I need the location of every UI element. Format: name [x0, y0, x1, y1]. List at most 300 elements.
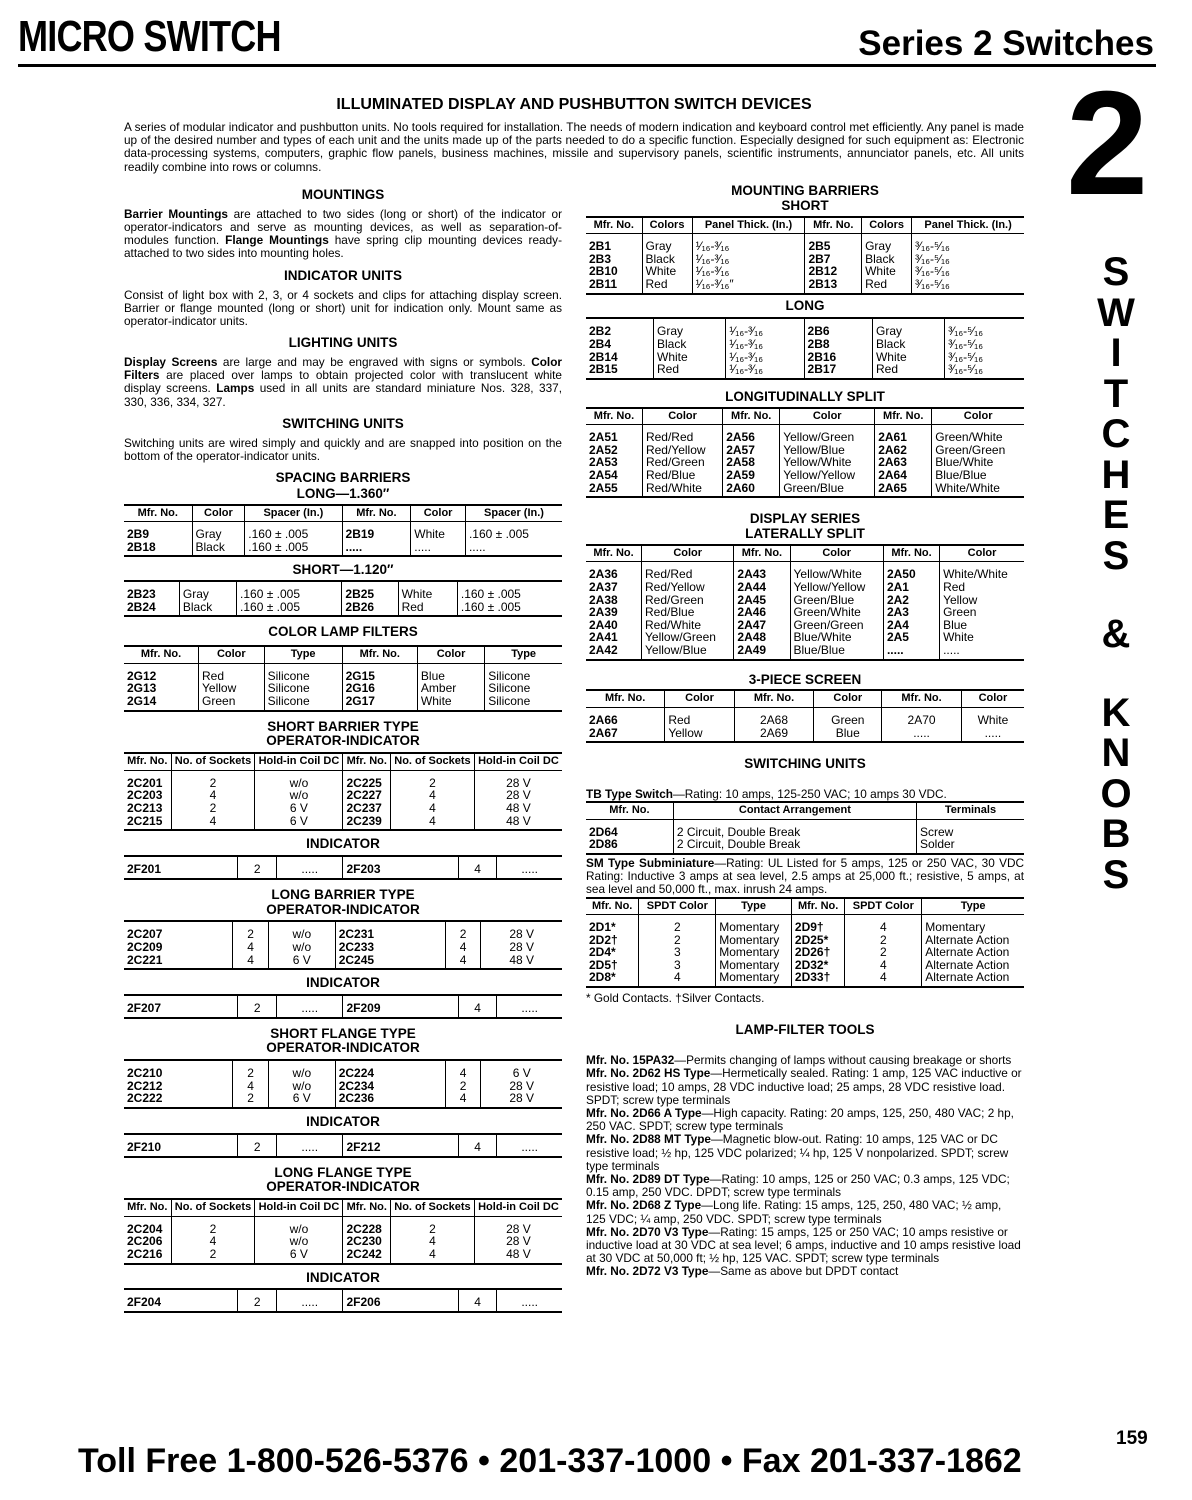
table-row: [586, 707, 1024, 726]
table-cell: Yellow: [943, 592, 978, 607]
table-row: [586, 838, 1024, 854]
table-cell: 48 V: [506, 813, 531, 828]
column-header: Panel Thick. (In.): [912, 217, 1024, 234]
table-cell: 2A51: [586, 425, 642, 444]
section-heading: SPACING BARRIERS: [275, 470, 411, 486]
table-cell: 6 V: [512, 1066, 531, 1081]
table-cell: 2A37: [586, 581, 642, 594]
table-cell: ¹⁄₁₆-³⁄₁₆: [692, 234, 805, 253]
column-header: Mfr. No.: [805, 217, 862, 234]
table-cell: 2A1: [883, 581, 939, 594]
table-row: [586, 363, 1024, 379]
table-cell: Blue: [814, 727, 882, 743]
table-cell: Silicone: [488, 668, 531, 683]
table-cell: 2C215: [124, 815, 171, 831]
table-cell: 2: [639, 915, 716, 934]
table-cell: 4: [458, 1289, 496, 1312]
table-cell: 4: [233, 941, 269, 954]
table-cell: ¹⁄₁₆-³⁄₁₆: [726, 363, 804, 379]
table-cell: 2: [238, 856, 276, 879]
column-header: Spacer (In.): [465, 505, 562, 522]
table-cell: 2: [391, 1216, 475, 1235]
section-letter: S: [1102, 250, 1130, 294]
column-header: Color: [642, 545, 734, 562]
table-cell: 2C234: [335, 1080, 445, 1093]
table-cell: 4: [458, 995, 496, 1018]
column-header: Mfr. No.: [882, 690, 962, 707]
column-header: Hold-in Coil DC: [255, 1199, 343, 1216]
table-row: [586, 318, 1024, 338]
table-cell: White/White: [943, 567, 1008, 582]
subsection-heading: INDICATOR: [306, 1269, 380, 1285]
table-cell: 2A54: [586, 469, 642, 482]
column-header: No. of Sockets: [171, 753, 255, 770]
column-header: Color: [961, 690, 1024, 707]
table-cell: 2: [233, 1060, 269, 1080]
short-flange-table: [124, 1059, 562, 1109]
table-cell: 2: [171, 1248, 255, 1264]
column-header: Terminals: [916, 802, 1024, 819]
table-cell: 2B13: [805, 278, 862, 294]
section-letter: S: [1102, 533, 1130, 578]
table-cell: 2A42: [586, 644, 642, 660]
table-cell: .....: [521, 1295, 538, 1310]
table-cell: 4: [445, 954, 481, 970]
table-cell: 2C230: [343, 1235, 391, 1248]
table-cell: Red/White: [642, 619, 734, 632]
section-heading: LIGHTING UNITS: [288, 335, 398, 351]
column-header: Type: [716, 898, 792, 915]
mountings-paragraph: [124, 208, 562, 261]
table-cell: Red: [862, 278, 912, 294]
section-heading: OPERATOR-INDICATOR: [266, 1179, 420, 1195]
table-cell: 2F209: [343, 995, 458, 1018]
table-cell: 2B12: [805, 265, 862, 278]
table-cell: 2A58: [723, 456, 780, 469]
column-header: Mfr. No.: [734, 545, 790, 562]
column-header: Mfr. No.: [586, 802, 673, 819]
table-cell: 2B8: [804, 338, 872, 351]
series-title: Series 2 Switches: [858, 24, 1154, 63]
tool-name: Mfr. No. 2D68 Z Type: [586, 1198, 702, 1213]
column-header: Mfr. No.: [883, 545, 939, 562]
table-cell: 2G13: [124, 682, 199, 695]
text: have spring clip mounting devices ready-attached to two sides into mounting holes.: [124, 233, 562, 261]
table-cell: Black: [179, 601, 236, 617]
table-cell: Black: [192, 541, 245, 557]
section-heading: LONG FLANGE TYPE: [274, 1164, 412, 1180]
table-cell: Red: [872, 363, 944, 379]
subsection-heading: SHORT: [781, 197, 829, 213]
table-cell: 2B17: [804, 363, 872, 379]
table-row: [124, 941, 562, 954]
column-header: Color: [411, 505, 466, 522]
table-cell: 2A41: [586, 631, 642, 644]
long-barrier-indicator-table: [124, 994, 562, 1019]
table-cell: 2F203: [343, 856, 458, 879]
table-cell: 2A61: [875, 425, 932, 444]
table-cell: 28 V: [506, 775, 531, 790]
table-row: [124, 522, 562, 541]
table-cell: 2A63: [875, 456, 932, 469]
table-cell: Amber: [417, 682, 484, 695]
left-column: [124, 188, 562, 1313]
page-number: 159: [1116, 1428, 1148, 1449]
table-cell: 2B2: [586, 318, 654, 338]
table-cell: 2C206: [124, 1235, 171, 1248]
table-cell: 2C209: [124, 941, 233, 954]
column-header: Color: [790, 545, 883, 562]
table-cell: 2C237: [343, 802, 391, 815]
table-cell: 2B4: [586, 338, 654, 351]
table-cell: 2C231: [335, 921, 445, 941]
table-row: [124, 663, 562, 682]
tool-description: —High capacity. Rating: 20 amps, 125, 250, 480 VAC; 2 hp, 250 VAC. SPDT; screw type terminals: [586, 1105, 1014, 1134]
subsection-heading: LONG—1.360″: [296, 485, 390, 501]
table-cell: w/o: [268, 921, 335, 941]
table-row: [124, 695, 562, 711]
section-letter: H: [1101, 452, 1131, 497]
table-cell: Gray: [862, 234, 912, 253]
table-cell: 2B7: [805, 253, 862, 266]
table-cell: .160 ± .005: [245, 522, 342, 541]
table-cell: 2A56: [723, 425, 780, 444]
table-cell: 2A45: [734, 594, 790, 607]
table-cell: White: [654, 351, 726, 364]
table-cell: Momentary: [716, 934, 792, 947]
table-cell: .....: [276, 1289, 343, 1312]
tool-name: Mfr. No. 15PA32: [586, 1053, 675, 1068]
text: are attached to two sides (long or short) of the indicator or operator-indicators and serve as mounting devices, as well as separation-of-modules function.: [124, 206, 562, 248]
table-cell: 2A55: [586, 482, 642, 498]
table-cell: 2A65: [875, 482, 932, 498]
tool-item: [586, 1265, 1024, 1278]
table-cell: .....: [882, 727, 962, 743]
table-cell: 48 V: [506, 1246, 531, 1261]
table-cell: Black: [642, 253, 692, 266]
text: —Rating: UL Listed for 5 amps, 125 or 250 VAC, 30 VDC Rating: Inductive 3 amps at sea level, 2.5 amps at 25,000 ft.; resistive, 5 amps, at sea level and 50,000 ft., max. inrush 24 amps.: [586, 855, 1024, 897]
short-barrier-indicator-table: [124, 855, 562, 880]
table-cell: 4: [171, 1235, 255, 1248]
table-cell: 2B26: [342, 601, 398, 617]
table-cell: w/o: [268, 1080, 335, 1093]
column-header: No. of Sockets: [391, 1199, 475, 1216]
column-header: Color: [940, 545, 1024, 562]
table-cell: .....: [943, 642, 960, 657]
term: TB Type Switch: [586, 787, 673, 801]
table-cell: ¹⁄₁₆-³⁄₁₆: [692, 265, 805, 278]
column-header: Panel Thick. (In.): [692, 217, 805, 234]
table-cell: 2A46: [734, 606, 790, 619]
table-cell: 2: [845, 946, 922, 959]
table-cell: 2: [238, 1134, 276, 1157]
table-cell: 2D32*: [791, 959, 844, 972]
column-header: Hold-in Coil DC: [474, 1199, 562, 1216]
table-cell: 4: [391, 802, 475, 815]
tool-item: [586, 1199, 1024, 1225]
column-header: SPDT Color: [639, 898, 716, 915]
column-header: Mfr. No.: [124, 753, 171, 770]
table-cell: ¹⁄₁₆-³⁄₁₆: [726, 318, 804, 338]
table-cell: ³⁄₁₆-⁵⁄₁₆: [915, 277, 950, 292]
table-cell: 48 V: [506, 801, 531, 816]
table-cell: Blue/Blue: [935, 468, 987, 482]
table-cell: 4: [458, 856, 496, 879]
table-cell: w/o: [255, 1216, 343, 1235]
table-cell: .....: [342, 541, 411, 557]
table-row: [124, 770, 562, 789]
table-cell: White: [642, 265, 692, 278]
column-header: Colors: [862, 217, 912, 234]
long-barrier-table: [124, 920, 562, 970]
tool-name: Mfr. No. 2D72 V3 Type: [586, 1264, 709, 1279]
subsection-heading: SHORT—1.120″: [292, 562, 394, 578]
table-cell: ³⁄₁₆-⁵⁄₁₆: [915, 251, 950, 266]
section-heading: LONGITUDINALLY SPLIT: [725, 388, 885, 404]
column-header: Hold-in Coil DC: [255, 753, 343, 770]
column-header: Mfr. No.: [734, 690, 814, 707]
column-header: Mfr. No.: [586, 690, 665, 707]
tool-name: Mfr. No. 2D62 HS Type: [586, 1066, 711, 1081]
column-header: Mfr. No.: [586, 545, 642, 562]
table-cell: 2D1*: [586, 915, 639, 934]
table-cell: w/o: [255, 789, 343, 802]
column-header: Contact Arrangement: [673, 802, 916, 819]
table-cell: 2A39: [586, 606, 642, 619]
table-cell: Red: [654, 363, 726, 379]
table-cell: 2B5: [805, 234, 862, 253]
table-cell: 2B14: [586, 351, 654, 364]
table-cell: 2D4*: [586, 946, 639, 959]
section-letter: N: [1101, 731, 1131, 775]
table-cell: Blue: [417, 663, 484, 682]
table-cell: 2B3: [586, 253, 642, 266]
table-cell: 2A60: [723, 482, 780, 498]
table-cell: Green/White: [790, 606, 883, 619]
column-header: Spacer (In.): [245, 505, 342, 522]
tool-description: —Rating: 15 amps, 125 or 250 VAC; 10 amps resistive or inductive load at 30 VDC at sea level; 6 amps, inductive and 10 amps resistive load at 30 VDC at 50,000 ft; ½ hp, 125 VAC. SPDT; screw type terminals: [586, 1224, 1021, 1266]
column-header: Mfr. No.: [342, 505, 411, 522]
table-cell: 2D8*: [586, 971, 639, 987]
section-letter: K: [1101, 690, 1131, 735]
three-piece-screen-table: [586, 689, 1024, 743]
table-cell: 2B15: [586, 363, 654, 379]
section-letter: B: [1101, 812, 1131, 856]
table-cell: .....: [276, 1134, 343, 1157]
table-cell: 6 V: [255, 802, 343, 815]
table-cell: Red: [398, 601, 457, 617]
table-cell: Gray: [654, 318, 726, 338]
table-row: [124, 1216, 562, 1235]
table-cell: 2B19: [342, 522, 411, 541]
column-header: Color: [642, 408, 722, 425]
table-cell: 2F206: [343, 1289, 458, 1312]
table-cell: 2B10: [586, 265, 642, 278]
page-title: ILLUMINATED DISPLAY AND PUSHBUTTON SWITCH DEVICES: [336, 96, 812, 113]
tool-item: [586, 1067, 1024, 1107]
table-cell: 2A3: [883, 606, 939, 619]
table-cell: 2D25*: [791, 934, 844, 947]
sm-type-table: [586, 897, 1024, 989]
table-cell: 2A57: [723, 444, 780, 457]
table-cell: Yellow/Green: [642, 631, 734, 644]
table-cell: Silicone: [264, 663, 342, 682]
table-cell: 2 Circuit, Double Break: [673, 838, 916, 854]
section-heading: 3-PIECE SCREEN: [748, 671, 862, 687]
short-flange-indicator-table: [124, 1133, 562, 1158]
table-cell: ³⁄₁₆-⁵⁄₁₆: [915, 239, 950, 254]
table-cell: .....: [883, 644, 939, 660]
column-header: Type: [485, 646, 562, 663]
table-cell: 2: [445, 921, 481, 941]
table-cell: 2F201: [124, 856, 238, 879]
filters-table: [124, 645, 562, 711]
section-letter: S: [1102, 852, 1130, 897]
table-cell: Silicone: [488, 694, 531, 709]
term: Color Filters: [124, 354, 562, 383]
table-cell: ¹⁄₁₆-³⁄₁₆: [726, 351, 804, 364]
table-row: [586, 469, 1024, 482]
table-cell: Alternate Action: [925, 957, 1010, 972]
table-cell: 2C224: [335, 1060, 445, 1080]
table-cell: w/o: [268, 1060, 335, 1080]
table-cell: 2G14: [124, 695, 199, 711]
table-cell: 2B1: [586, 234, 642, 253]
column-header: Mfr. No.: [586, 217, 642, 234]
table-cell: 2F212: [343, 1134, 458, 1157]
table-cell: ¹⁄₁₆-³⁄₁₆: [692, 253, 805, 266]
table-cell: Yellow/White: [780, 456, 875, 469]
column-header: Colors: [642, 217, 692, 234]
table-row: [586, 278, 1024, 294]
contacts-footnote: * Gold Contacts. †Silver Contacts.: [586, 991, 765, 1006]
table-row: [124, 995, 562, 1018]
switching-paragraph: Switching units are wired simply and quickly and are snapped into position on the bottom of the operator-indicator units.: [124, 435, 562, 463]
table-cell: Red/Yellow: [642, 581, 734, 594]
table-cell: 2D2†: [586, 934, 639, 947]
table-cell: 2: [171, 770, 255, 789]
table-cell: 2A67: [586, 727, 665, 743]
table-cell: Momentary: [716, 946, 792, 959]
table-cell: 2D9†: [791, 915, 844, 934]
table-row: [124, 856, 562, 879]
table-cell: Red: [943, 580, 966, 595]
subsection-heading: INDICATOR: [306, 1114, 380, 1130]
table-row: [586, 915, 1024, 934]
term: SM Type Subminiature: [586, 855, 715, 870]
table-cell: 2B24: [124, 601, 179, 617]
tb-type-table: [586, 801, 1024, 855]
table-cell: 2B23: [124, 581, 179, 601]
table-cell: 4: [445, 1092, 481, 1108]
table-row: [586, 819, 1024, 838]
table-cell: 2: [171, 1216, 255, 1235]
table-cell: 2C225: [343, 770, 391, 789]
section-heading: LATERALLY SPLIT: [745, 526, 865, 542]
table-cell: 4: [171, 789, 255, 802]
long-flange-indicator-table: [124, 1288, 562, 1313]
column-header: Type: [264, 646, 342, 663]
vertical-section-label: [1090, 252, 1142, 895]
table-cell: 2C201: [124, 770, 171, 789]
table-cell: 2G12: [124, 663, 199, 682]
section-heading: COLOR LAMP FILTERS: [268, 624, 418, 640]
table-cell: 2A66: [586, 707, 665, 726]
table-row: [124, 1134, 562, 1157]
table-cell: Red: [642, 278, 692, 294]
table-cell: 2C213: [124, 802, 171, 815]
table-row: [586, 562, 1024, 581]
column-header: Mfr. No.: [875, 408, 932, 425]
table-cell: .....: [521, 1001, 538, 1015]
table-cell: 2A64: [875, 469, 932, 482]
right-column: [586, 184, 1024, 1279]
table-cell: Blue: [943, 617, 968, 632]
table-row: [586, 234, 1024, 253]
table-cell: 2G17: [342, 695, 417, 711]
table-cell: 4: [845, 915, 922, 934]
table-cell: 4: [391, 815, 475, 831]
table-cell: 4: [233, 1080, 269, 1093]
table-cell: 2A48: [734, 631, 790, 644]
column-header: No. of Sockets: [391, 753, 475, 770]
table-cell: 3: [639, 946, 716, 959]
table-cell: 2: [238, 995, 276, 1018]
table-cell: Green/Green: [935, 442, 1006, 457]
section-letter: O: [1100, 771, 1132, 816]
table-cell: ³⁄₁₆-⁵⁄₁₆: [948, 349, 984, 364]
section-heading: SHORT BARRIER TYPE: [267, 718, 419, 734]
table-cell: 2A49: [734, 644, 790, 660]
table-row: [586, 644, 1024, 660]
table-cell: 2A70: [882, 707, 962, 726]
tool-name: Mfr. No. 2D66 A Type: [586, 1105, 702, 1120]
table-cell: .160 ± .005: [468, 527, 529, 542]
table-cell: 2G15: [342, 663, 417, 682]
table-cell: 2F207: [124, 995, 238, 1018]
contact-footer: Toll Free 1-800-526-5376 • 201-337-1000 • Fax 201-337-1862: [78, 1442, 1022, 1480]
spacing-short-table: [124, 580, 562, 617]
table-cell: 28 V: [509, 1078, 535, 1093]
table-cell: Green/Blue: [790, 594, 883, 607]
tb-type-description: [586, 788, 1024, 801]
table-cell: Red: [665, 707, 734, 726]
table-cell: .....: [521, 1139, 538, 1154]
term: Display Screens: [124, 354, 218, 369]
tool-description: —Permits changing of lamps without causing breakage or shorts: [674, 1053, 1012, 1068]
table-cell: 4: [233, 954, 269, 970]
column-header: Color: [417, 646, 484, 663]
table-row: [124, 1235, 562, 1248]
table-cell: Red/Red: [642, 562, 734, 581]
column-header: Mfr. No.: [124, 646, 199, 663]
table-cell: ¹⁄₁₆-³⁄₁₆: [726, 338, 804, 351]
table-cell: Red/Blue: [642, 469, 722, 482]
column-header: Hold-in Coil DC: [474, 753, 562, 770]
section-letter: C: [1101, 412, 1131, 456]
table-cell: Yellow/Yellow: [790, 581, 883, 594]
table-cell: Black: [872, 338, 944, 351]
table-cell: w/o: [268, 941, 335, 954]
column-header: Color: [780, 408, 875, 425]
column-header: Color: [192, 505, 245, 522]
column-header: SPDT Color: [845, 898, 922, 915]
table-cell: .....: [276, 856, 343, 879]
table-cell: 4: [391, 1235, 475, 1248]
tool-name: Mfr. No. 2D88 MT Type: [586, 1132, 711, 1147]
table-row: [124, 1092, 562, 1108]
table-cell: 2C236: [335, 1092, 445, 1108]
